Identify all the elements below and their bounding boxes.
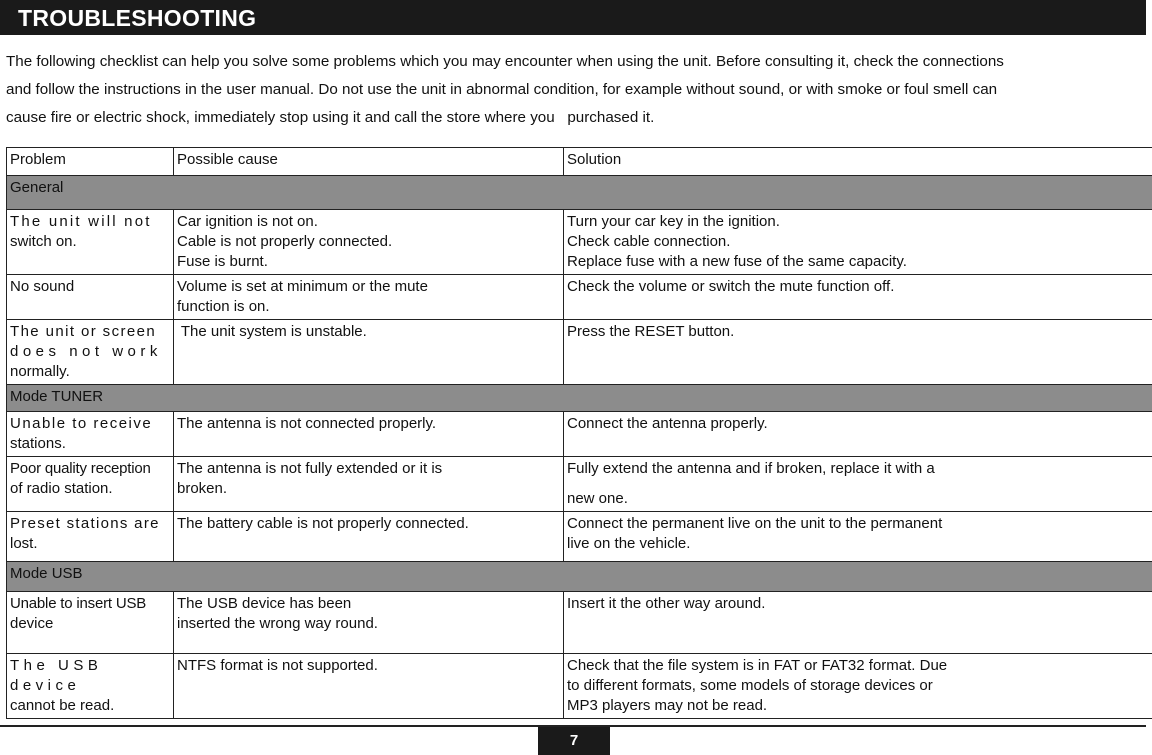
cell-line: The unit system is unstable. <box>177 323 367 340</box>
problem-cell <box>7 654 174 719</box>
cell-line: Check the volume or switch the mute function off. <box>567 278 895 295</box>
cell-line: Turn your car key in the ignition. <box>567 213 780 230</box>
solution-cell <box>564 275 1152 320</box>
cell-line: cannot be read. <box>10 697 115 714</box>
cell-line: Poor quality reception <box>10 460 151 477</box>
section-tuner <box>7 385 1152 412</box>
cell-line: normally. <box>10 363 70 380</box>
cell-line: Connect the antenna properly. <box>567 415 768 432</box>
section-usb <box>7 562 1152 592</box>
problem-cell <box>7 592 174 654</box>
cell-line: broken. <box>177 480 228 497</box>
cell-line: of radio station. <box>10 480 113 497</box>
problem-cell <box>7 275 174 320</box>
table-header-row <box>7 148 1152 176</box>
cell-line: Car ignition is not on. <box>177 213 318 230</box>
cell-line: switch on. <box>10 233 77 250</box>
solution-cell <box>564 457 1152 512</box>
header-problem: Problem <box>7 148 174 176</box>
table-row <box>7 320 1152 385</box>
intro-paragraph <box>6 48 1116 132</box>
cell-line: lost. <box>10 535 38 552</box>
section-title: General <box>7 176 1152 210</box>
intro-line: The following checklist can help you solve some problems which you may encounter when using the unit. Before consulting it, check the connections <box>6 53 1004 70</box>
table-row <box>7 275 1152 320</box>
problem-cell <box>7 320 174 385</box>
cell-line: does not work <box>10 343 162 360</box>
page-title: TROUBLESHOOTING <box>18 5 257 31</box>
cell-line: The USB device has been <box>177 595 352 612</box>
cell-line: The antenna is not connected properly. <box>177 415 437 432</box>
cause-cell <box>174 654 564 719</box>
problem-cell <box>7 512 174 562</box>
cause-cell <box>174 592 564 654</box>
cell-line: Insert it the other way around. <box>567 595 766 612</box>
cell-line: No sound <box>10 278 75 295</box>
cell-line: MP3 players may not be read. <box>567 697 768 714</box>
cell-line: NTFS format is not supported. <box>177 657 378 674</box>
header-cause: Possible cause <box>174 148 564 176</box>
table-row <box>7 512 1152 562</box>
cell-line: device <box>10 615 54 632</box>
problem-cell <box>7 457 174 512</box>
cell-line: Replace fuse with a new fuse of the same capacity. <box>567 253 907 270</box>
page-number: 7 <box>538 727 610 755</box>
cell-line: Fully extend the antenna and if broken, replace it with a <box>567 460 935 477</box>
cell-line: live on the vehicle. <box>567 535 691 552</box>
cell-line: Check cable connection. <box>567 233 731 250</box>
cause-cell <box>174 320 564 385</box>
solution-cell <box>564 412 1152 457</box>
cell-line: Cable is not properly connected. <box>177 233 393 250</box>
solution-cell <box>564 320 1152 385</box>
cell-line: The unit will not <box>10 213 152 230</box>
cell-line: function is on. <box>177 298 270 315</box>
table-row <box>7 654 1152 719</box>
problem-cell <box>7 412 174 457</box>
cell-line: The battery cable is not properly connected. <box>177 515 469 532</box>
cell-line: The unit or screen <box>10 323 157 340</box>
cause-cell <box>174 457 564 512</box>
cause-cell <box>174 512 564 562</box>
header-solution: Solution <box>564 148 1152 176</box>
solution-cell <box>564 210 1152 275</box>
section-general <box>7 176 1152 210</box>
solution-cell <box>564 654 1152 719</box>
solution-cell <box>564 512 1152 562</box>
cell-line: Fuse is burnt. <box>177 253 268 270</box>
cell-line: Check that the file system is in FAT or FAT32 format. Due <box>567 657 948 674</box>
troubleshooting-table <box>6 147 1152 719</box>
cell-line: stations. <box>10 435 66 452</box>
table-row <box>7 412 1152 457</box>
cell-line: Connect the permanent live on the unit to the permanent <box>567 515 943 532</box>
intro-line: cause fire or electric shock, immediately stop using it and call the store where you purchased it. <box>6 109 655 126</box>
table-row <box>7 457 1152 512</box>
cause-cell <box>174 412 564 457</box>
cause-cell <box>174 210 564 275</box>
cell-line: Volume is set at minimum or the mute <box>177 278 428 295</box>
cell-line: Preset stations are <box>10 515 160 532</box>
cell-line: new one. <box>567 490 628 507</box>
cell-line: The USB device <box>10 657 103 694</box>
table-row <box>7 210 1152 275</box>
cell-line: to different formats, some models of storage devices or <box>567 677 933 694</box>
solution-cell <box>564 592 1152 654</box>
cell-line: Unable to receive <box>10 415 153 432</box>
cell-line: The antenna is not fully extended or it is <box>177 460 443 477</box>
cell-line: Unable to insert USB <box>10 595 147 612</box>
title-bar <box>0 0 1146 35</box>
intro-line: and follow the instructions in the user manual. Do not use the unit in abnormal condition, for example without sound, or with smoke or foul smell can <box>6 81 998 98</box>
section-title: Mode TUNER <box>7 385 1152 412</box>
cause-cell <box>174 275 564 320</box>
cell-line: Press the RESET button. <box>567 323 735 340</box>
table-row <box>7 592 1152 654</box>
section-title: Mode USB <box>7 562 1152 592</box>
problem-cell <box>7 210 174 275</box>
cell-line: inserted the wrong way round. <box>177 615 378 632</box>
